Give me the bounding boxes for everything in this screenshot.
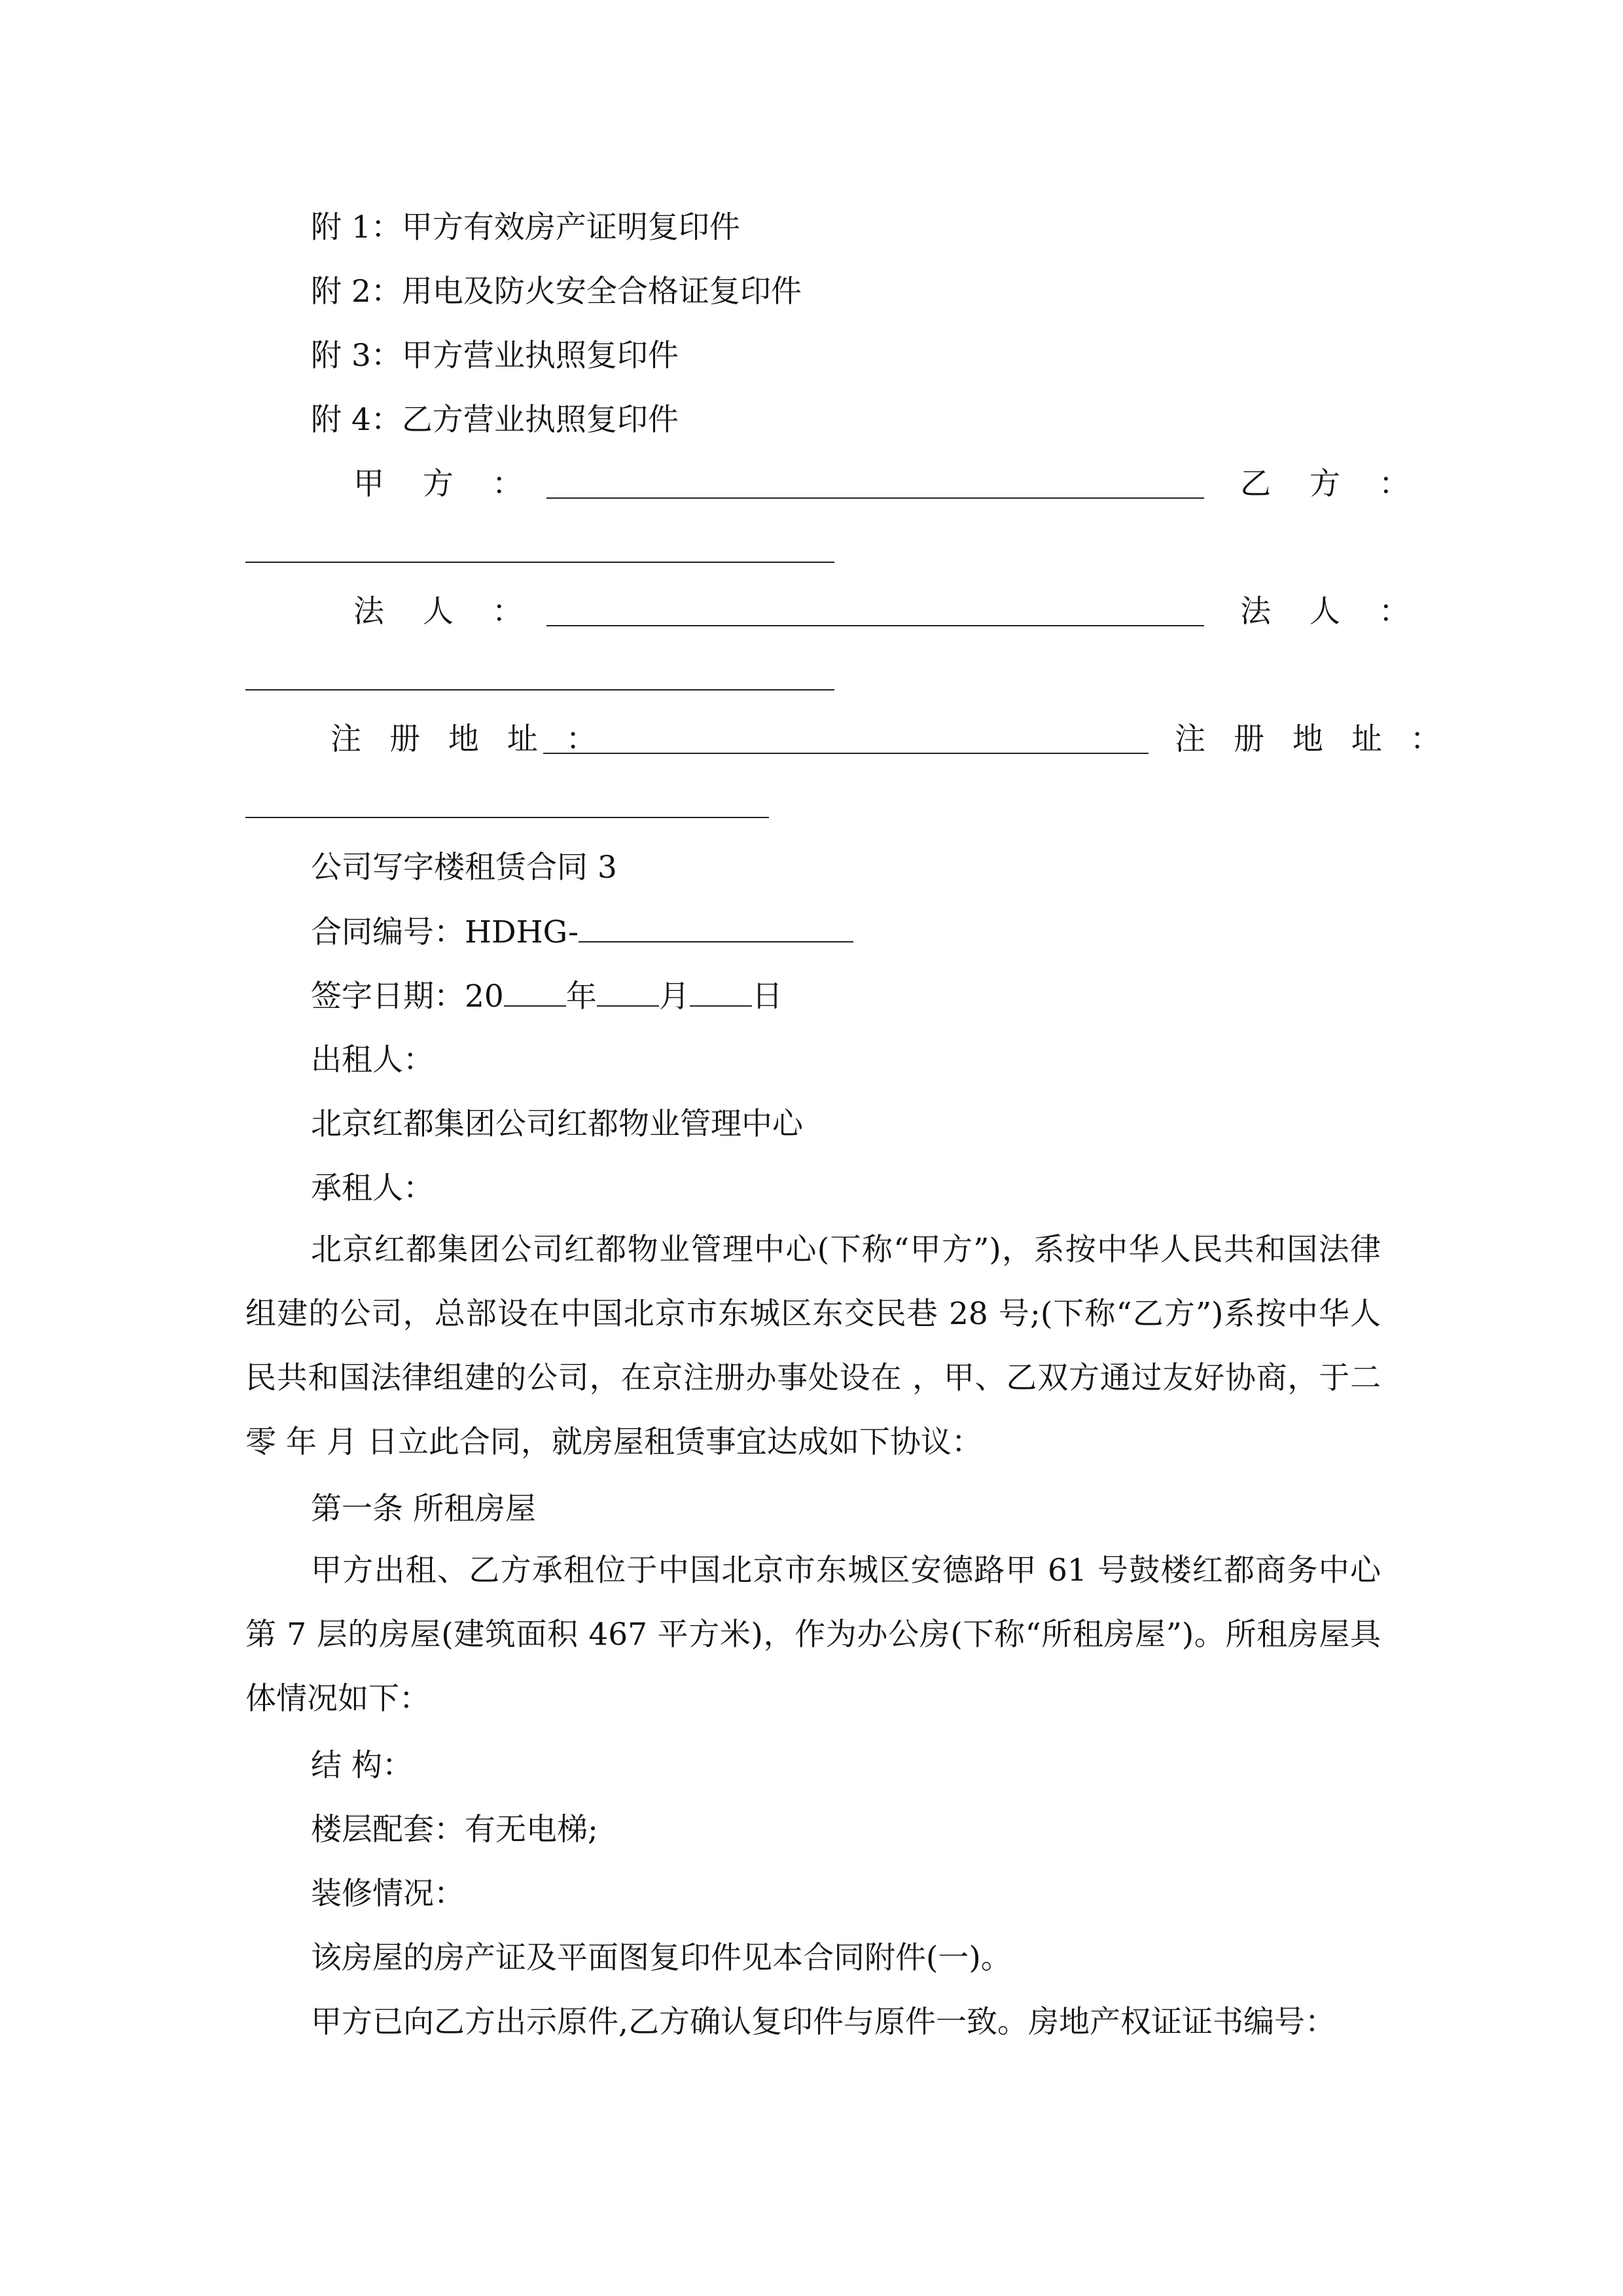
address-a-signature-line [543, 753, 1149, 754]
address-a-label: 注 册 地 址 ： [330, 721, 606, 757]
contract-title: 公司写字楼租赁合同 3 [311, 850, 617, 886]
attachment-1: 附 1：甲方有效房产证明复印件 [311, 209, 740, 245]
lessee-label: 承租人： [311, 1170, 434, 1206]
party-b-label: 乙 方 ： [1240, 466, 1424, 502]
month-blank [597, 977, 659, 1007]
decoration-label: 装修情况： [311, 1876, 465, 1912]
sign-date-prefix: 签字日期：20 [311, 978, 504, 1014]
lessor-label: 出租人： [311, 1042, 434, 1078]
intro-paragraph: 北京红都集团公司红都物业管理中心(下称“甲方”)，系按中华人民共和国法律组建的公司，总部设在中国北京市东城区东交民巷 28 号;(下称“乙方”)系按中华人民共和国法律组建的公司，在京注册办事处设在 ，甲、乙双方通过友好协商，于二零 年 月 日立此合同，就房屋租赁事宜达成如下协议： [245, 1232, 1381, 1460]
contract-number-label: 合同编号：HDHG- [311, 914, 579, 950]
contract-number [311, 912, 853, 952]
floor-facilities: 楼层配套：有无电梯; [311, 1812, 598, 1848]
legal-b-label: 法 人 ： [1240, 594, 1424, 630]
lessor-name: 北京红都集团公司红都物业管理中心 [311, 1106, 803, 1142]
legal-b-signature-line [245, 689, 834, 691]
sign-date-year: 年 [565, 978, 597, 1014]
year-blank [504, 977, 566, 1007]
structure-label: 结 构： [311, 1748, 413, 1784]
sign-date-day: 日 [751, 978, 783, 1014]
address-b-label: 注 册 地 址 ： [1175, 721, 1450, 757]
contract-number-blank [579, 912, 853, 942]
attachment-3: 附 3：甲方营业执照复印件 [311, 338, 679, 374]
attachment-2: 附 2：用电及防火安全合格证复印件 [311, 274, 802, 310]
article-1-paragraph: 甲方出租、乙方承租位于中国北京市东城区安德路甲 61 号鼓楼红都商务中心第 7 层的房屋(建筑面积 467 平方米)，作为办公房(下称“所租房屋”)。所租房屋具体情况如下： [245, 1552, 1381, 1717]
address-b-signature-line [245, 817, 769, 818]
legal-a-label: 法 人 ： [353, 594, 537, 630]
sign-date-month: 月 [658, 978, 690, 1014]
sign-date [311, 977, 783, 1016]
party-a-label: 甲 方 ： [353, 466, 537, 502]
legal-a-signature-line [546, 625, 1204, 626]
attachment-4: 附 4：乙方营业执照复印件 [311, 402, 679, 438]
article-1-title: 第一条 所租房屋 [311, 1491, 536, 1527]
party-a-signature-line [546, 497, 1204, 499]
certificate-note: 该房屋的房产证及平面图复印件见本合同附件(一)。 [311, 1940, 1012, 1976]
day-blank [690, 977, 752, 1007]
party-b-signature-line [245, 562, 834, 563]
original-note: 甲方已向乙方出示原件,乙方确认复印件与原件一致。房地产权证证书编号： [311, 2004, 1336, 2040]
